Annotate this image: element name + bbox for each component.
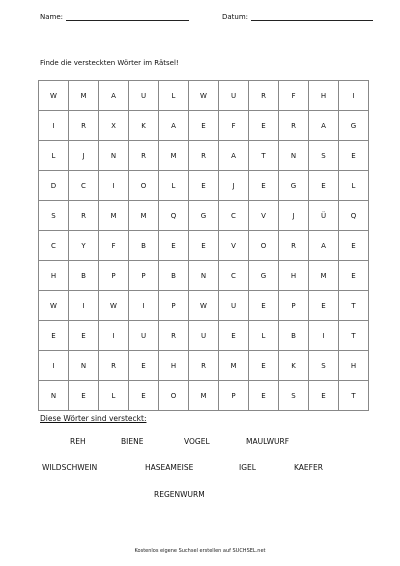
grid-cell[interactable]: E: [309, 171, 339, 201]
grid-cell[interactable]: T: [339, 321, 369, 351]
grid-cell[interactable]: A: [219, 141, 249, 171]
grid-cell[interactable]: W: [39, 291, 69, 321]
grid-cell[interactable]: H: [339, 351, 369, 381]
grid-cell[interactable]: E: [339, 231, 369, 261]
word-item: IGEL: [239, 463, 256, 472]
grid-cell[interactable]: I: [309, 321, 339, 351]
grid-cell[interactable]: K: [279, 351, 309, 381]
grid-cell[interactable]: H: [39, 261, 69, 291]
grid-cell[interactable]: I: [39, 351, 69, 381]
grid-cell[interactable]: I: [339, 81, 369, 111]
grid-cell[interactable]: E: [249, 111, 279, 141]
grid-cell[interactable]: I: [69, 291, 99, 321]
grid-cell[interactable]: S: [279, 381, 309, 411]
grid-cell[interactable]: G: [279, 171, 309, 201]
grid-cell[interactable]: T: [249, 141, 279, 171]
grid-cell[interactable]: C: [219, 201, 249, 231]
grid-cell[interactable]: W: [189, 81, 219, 111]
grid-cell[interactable]: P: [129, 261, 159, 291]
grid-cell[interactable]: M: [189, 381, 219, 411]
grid-cell[interactable]: A: [99, 81, 129, 111]
grid-cell[interactable]: L: [339, 171, 369, 201]
grid-cell[interactable]: B: [129, 231, 159, 261]
grid-cell[interactable]: E: [309, 381, 339, 411]
grid-cell[interactable]: I: [99, 171, 129, 201]
grid-cell[interactable]: J: [279, 201, 309, 231]
grid-cell[interactable]: K: [129, 111, 159, 141]
grid-cell[interactable]: R: [279, 231, 309, 261]
grid-cell[interactable]: U: [189, 321, 219, 351]
grid-cell[interactable]: R: [189, 351, 219, 381]
word-item: BIENE: [121, 437, 144, 446]
grid-cell[interactable]: R: [279, 111, 309, 141]
grid-cell[interactable]: E: [69, 381, 99, 411]
word-item: VOGEL: [184, 437, 210, 446]
grid-cell[interactable]: T: [339, 381, 369, 411]
grid-cell[interactable]: Y: [69, 231, 99, 261]
word-search-grid: [38, 80, 369, 411]
grid-cell[interactable]: U: [219, 291, 249, 321]
grid-cell[interactable]: U: [129, 321, 159, 351]
grid-cell[interactable]: F: [99, 231, 129, 261]
grid-cell[interactable]: E: [249, 381, 279, 411]
grid-cell[interactable]: G: [189, 201, 219, 231]
grid-cell[interactable]: Q: [339, 201, 369, 231]
grid-cell[interactable]: B: [279, 321, 309, 351]
grid-cell[interactable]: L: [99, 381, 129, 411]
grid-row: [39, 381, 369, 411]
grid-cell[interactable]: E: [249, 351, 279, 381]
grid-cell[interactable]: X: [99, 111, 129, 141]
grid-cell[interactable]: E: [219, 321, 249, 351]
grid-cell[interactable]: Q: [159, 201, 189, 231]
grid-cell[interactable]: E: [189, 111, 219, 141]
grid-cell[interactable]: N: [99, 141, 129, 171]
grid-row: [39, 321, 369, 351]
grid-cell[interactable]: M: [129, 201, 159, 231]
grid-cell[interactable]: C: [39, 231, 69, 261]
grid-cell[interactable]: L: [159, 81, 189, 111]
name-field: [40, 13, 189, 21]
grid-cell[interactable]: L: [159, 171, 189, 201]
grid-cell[interactable]: I: [99, 321, 129, 351]
grid-cell[interactable]: P: [279, 291, 309, 321]
grid-cell[interactable]: E: [129, 351, 159, 381]
grid-cell[interactable]: S: [309, 141, 339, 171]
grid-cell[interactable]: M: [219, 351, 249, 381]
grid-cell[interactable]: E: [249, 291, 279, 321]
grid-cell[interactable]: O: [129, 171, 159, 201]
word-item: MAULWURF: [246, 437, 290, 446]
grid-cell[interactable]: V: [219, 231, 249, 261]
grid-cell[interactable]: N: [279, 141, 309, 171]
grid-cell[interactable]: L: [249, 321, 279, 351]
grid-cell[interactable]: I: [39, 111, 69, 141]
grid-cell[interactable]: V: [249, 201, 279, 231]
word-item: REGENWURM: [154, 490, 205, 499]
grid-cell[interactable]: B: [159, 261, 189, 291]
grid-cell[interactable]: E: [189, 231, 219, 261]
grid-cell[interactable]: G: [339, 111, 369, 141]
grid-cell[interactable]: O: [249, 231, 279, 261]
grid-cell[interactable]: J: [219, 171, 249, 201]
date-field: [222, 13, 373, 21]
grid-cell[interactable]: H: [279, 261, 309, 291]
grid-cell[interactable]: R: [69, 201, 99, 231]
grid-cell[interactable]: M: [159, 141, 189, 171]
grid-cell[interactable]: R: [69, 111, 99, 141]
word-item: WILDSCHWEIN: [42, 463, 98, 472]
grid-row: [39, 141, 369, 171]
date-label: Datum:: [222, 13, 249, 21]
grid-cell[interactable]: P: [99, 261, 129, 291]
grid-cell[interactable]: A: [159, 111, 189, 141]
grid-cell[interactable]: W: [189, 291, 219, 321]
grid-cell[interactable]: E: [189, 171, 219, 201]
word-list-title: Diese Wörter sind versteckt:: [40, 414, 147, 423]
grid-cell[interactable]: E: [159, 231, 189, 261]
grid-cell[interactable]: M: [69, 81, 99, 111]
grid-cell[interactable]: E: [249, 171, 279, 201]
grid-cell[interactable]: E: [39, 321, 69, 351]
word-item: REH: [70, 437, 86, 446]
grid-row: [39, 231, 369, 261]
grid-cell[interactable]: Ü: [309, 201, 339, 231]
grid-cell[interactable]: N: [69, 351, 99, 381]
grid-row: [39, 171, 369, 201]
grid-cell[interactable]: M: [99, 201, 129, 231]
grid-cell[interactable]: R: [129, 141, 159, 171]
grid-cell[interactable]: R: [249, 81, 279, 111]
grid-cell[interactable]: N: [189, 261, 219, 291]
date-input-line[interactable]: [251, 13, 373, 21]
grid-cell[interactable]: A: [309, 231, 339, 261]
grid-row: [39, 111, 369, 141]
grid-cell[interactable]: G: [249, 261, 279, 291]
grid-row: [39, 201, 369, 231]
grid-cell[interactable]: W: [99, 291, 129, 321]
grid-cell[interactable]: U: [219, 81, 249, 111]
grid-cell[interactable]: E: [129, 381, 159, 411]
grid-row: [39, 81, 369, 111]
grid-cell[interactable]: M: [309, 261, 339, 291]
name-input-line[interactable]: [66, 13, 189, 21]
grid-cell[interactable]: J: [69, 141, 99, 171]
grid-cell[interactable]: E: [309, 291, 339, 321]
word-item: KAEFER: [294, 463, 323, 472]
grid-cell[interactable]: C: [69, 171, 99, 201]
grid-cell[interactable]: R: [99, 351, 129, 381]
grid-cell[interactable]: R: [189, 141, 219, 171]
grid-row: [39, 351, 369, 381]
grid-cell[interactable]: F: [279, 81, 309, 111]
grid-cell[interactable]: H: [309, 81, 339, 111]
grid-cell[interactable]: R: [159, 321, 189, 351]
name-label: Name:: [40, 13, 64, 21]
footer-credit: Kostenlos eigene Suchsel erstellen auf SUCHSEL.net: [134, 548, 266, 554]
grid-cell[interactable]: O: [159, 381, 189, 411]
grid-row: [39, 261, 369, 291]
instructions: Finde die versteckten Wörter im Rätsel!: [40, 59, 179, 67]
grid-cell[interactable]: B: [69, 261, 99, 291]
grid-cell[interactable]: C: [219, 261, 249, 291]
grid-cell[interactable]: W: [39, 81, 69, 111]
grid-cell[interactable]: P: [219, 381, 249, 411]
grid-cell[interactable]: A: [309, 111, 339, 141]
grid-cell[interactable]: F: [219, 111, 249, 141]
word-item: HASEAMEISE: [145, 463, 194, 472]
grid-cell[interactable]: I: [129, 291, 159, 321]
grid-cell[interactable]: E: [69, 321, 99, 351]
grid-cell[interactable]: D: [39, 171, 69, 201]
grid-cell[interactable]: S: [309, 351, 339, 381]
grid-row: [39, 291, 369, 321]
grid-cell[interactable]: T: [339, 291, 369, 321]
grid-cell[interactable]: N: [39, 381, 69, 411]
grid-cell[interactable]: H: [159, 351, 189, 381]
grid-cell[interactable]: S: [39, 201, 69, 231]
grid-cell[interactable]: P: [159, 291, 189, 321]
grid-cell[interactable]: E: [339, 261, 369, 291]
grid-cell[interactable]: U: [129, 81, 159, 111]
grid-cell[interactable]: L: [39, 141, 69, 171]
grid-cell[interactable]: E: [339, 141, 369, 171]
